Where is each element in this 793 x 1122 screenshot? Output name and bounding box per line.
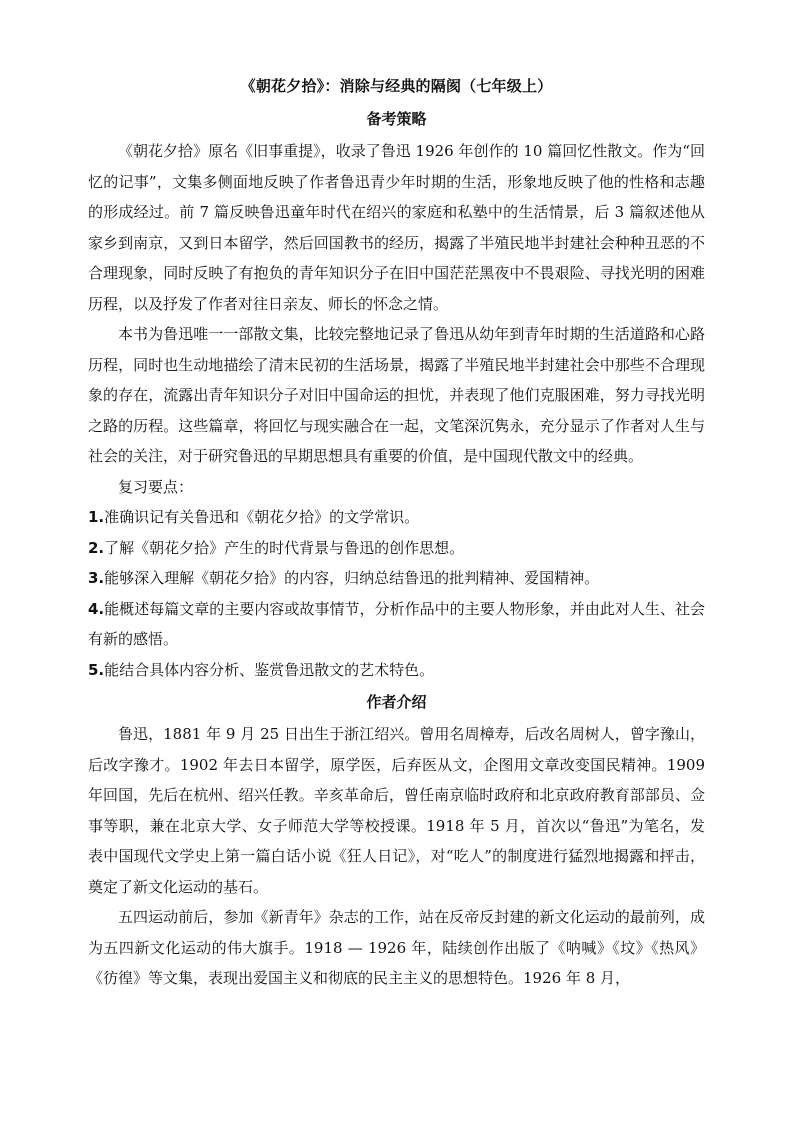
review-point-text: 准确识记有关鲁迅和《朝花夕拾》的文学常识。	[104, 508, 420, 526]
review-point-number: 4.	[88, 599, 105, 618]
review-point-text: 能概述每篇文章的主要内容或故事情节，分析作品中的主要人物形象，并由此对人生、社会有新的感悟。	[88, 599, 705, 648]
review-point-number: 1.	[88, 508, 105, 526]
review-points-heading: 复习要点：	[118, 477, 194, 496]
section-heading-author: 作者介绍	[366, 693, 427, 711]
section-heading-strategy: 备考策略	[366, 110, 427, 128]
strategy-paragraph-2: 本书为鲁迅唯一一部散文集，比较完整地记录了鲁迅从幼年到青年时期的生活道路和心路历程，同时也生动地描绘了清末民初的生活场景，揭露了半殖民地半封建社会中那些不合理现象的存在，流露出青年知识分子对旧中国命运的担忧，并表现了他们克服困难，努力寻找光明之路的历程。这些篇章，将回忆与现实融合在一起，文笔深沉隽永，充分显示了作者对人生与社会的关注，对于研究鲁迅的早期思想具有重要的价值，是中国现代散文中的经典。	[88, 325, 705, 465]
review-point-5	[88, 655, 705, 686]
review-point-text: 了解《朝花夕拾》产生的时代背景与鲁迅的创作思想。	[104, 538, 465, 557]
review-point-text: 能结合具体内容分析、鉴赏鲁迅散文的艺术特色。	[104, 660, 435, 679]
review-point-number: 3.	[88, 569, 105, 587]
review-point-2	[88, 533, 705, 564]
author-paragraph-2: 五四运动前后，参加《新青年》杂志的工作，站在反帝反封建的新文化运动的最前列，成为五四新文化运动的伟大旗手。1918 — 1926 年，陆续创作出版了《呐喊》《坟》《热风》《彷徨》等文集，表现出爱国主义和彻底的民主主义的思想特色。1926 年 8 月，	[88, 908, 705, 987]
author-paragraph-1: 鲁迅，1881 年 9 月 25 日出生于浙江绍兴。曾用名周樟寿，后改名周树人，曾字豫山，后改字豫才。1902 年去日本留学，原学医，后弃医从文，企图用文章改变国民精神。1909 年回国，先后在杭州、绍兴任教。辛亥革命后，曾任南京临时政府和北京政府教育部部员、佥事等职，兼在北京大学、女子师范大学等校授课。1918 年 5 月，首次以“鲁迅”为笔名，发表中国现代文学史上第一篇白话小说《狂人日记》，对“吃人”的制度进行猛烈地揭露和抨击，奠定了新文化运动的基石。	[88, 725, 705, 896]
review-point-3	[88, 563, 705, 594]
strategy-paragraph-1: 《朝花夕拾》原名《旧事重提》，收录了鲁迅 1926 年创作的 10 篇回忆性散文。作为“回忆的记事”，文集多侧面地反映了作者鲁迅青少年时期的生活，形象地反映了他的性格和志趣的形成经过。前 7 篇反映鲁迅童年时代在绍兴的家庭和私塾中的生活情景，后 3 篇叙述他从家乡到南京，又到日本留学，然后回国教书的经历，揭露了半殖民地半封建社会种种丑恶的不合理现象，同时反映了有抱负的青年知识分子在旧中国茫茫黑夜中不畏艰险、寻找光明的困难历程，以及抒发了作者对往日亲友、师长的怀念之情。	[88, 142, 705, 313]
review-point-4	[88, 594, 705, 655]
review-point-text: 能够深入理解《朝花夕拾》的内容，归纳总结鲁迅的批判精神、爱国精神。	[104, 569, 600, 587]
document-title: 《朝花夕拾》：消除与经典的隔阂（七年级上）	[240, 77, 553, 95]
review-point-number: 5.	[88, 660, 105, 679]
review-point-1	[88, 502, 705, 533]
review-point-number: 2.	[88, 538, 105, 557]
